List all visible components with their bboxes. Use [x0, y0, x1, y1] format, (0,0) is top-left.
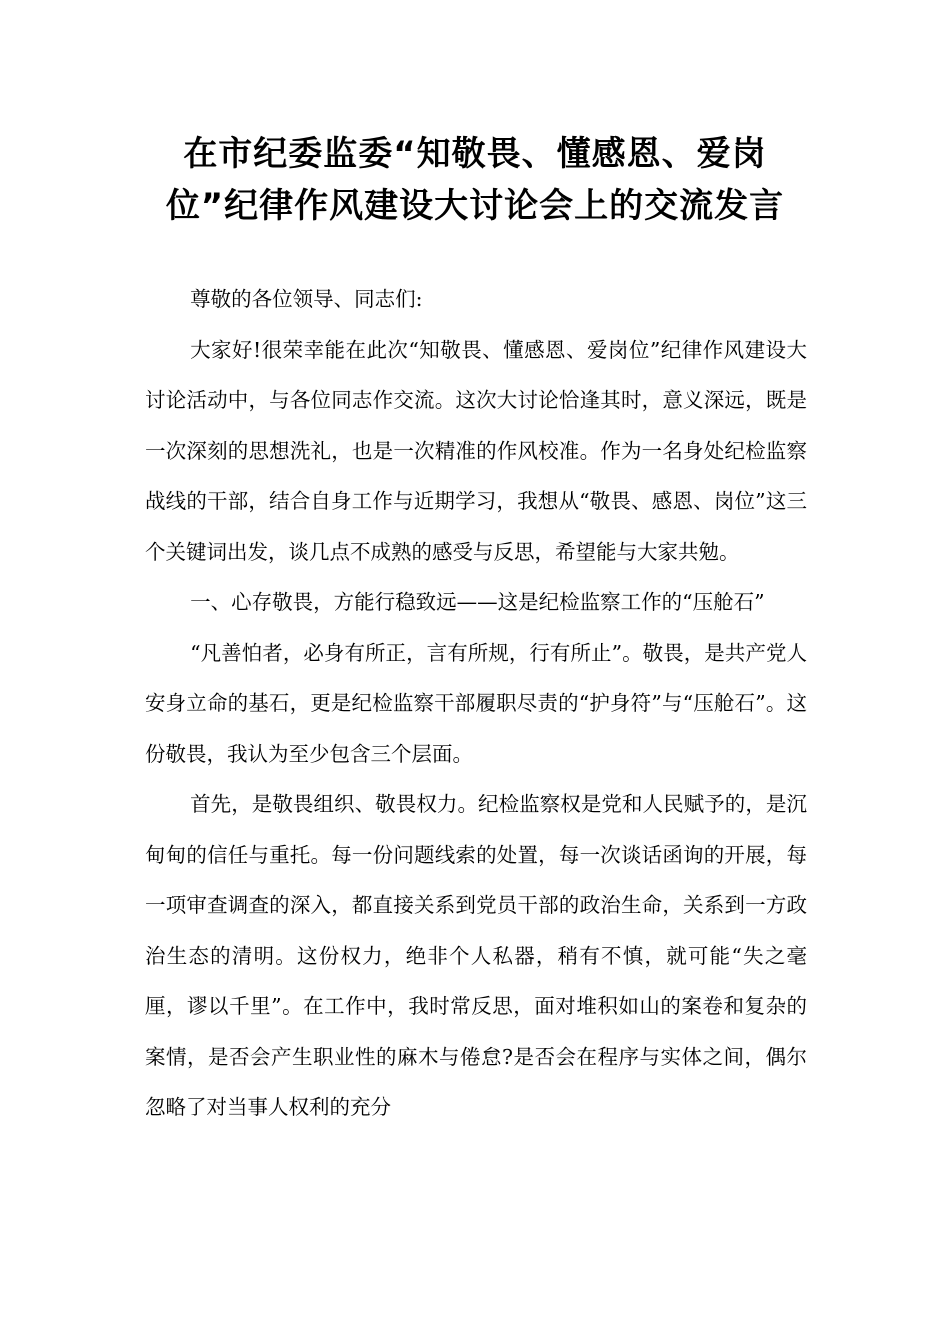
section-heading-1: 一、心存敬畏，方能行稳致远——这是纪检监察工作的“压舱石”: [190, 590, 765, 614]
paragraph-awe-quote: “凡善怕者，必身有所正，言有所规，行有所止”。敬畏，是共产党人安身立命的基石，更是纪检监察干部履职尽责的“护身符”与“压舱石”。这份敬畏，我认为至少包含三个层面。: [145, 640, 807, 766]
title-line-1: 在市纪委监委“知敬畏、懂感恩、爱岗: [183, 134, 767, 174]
title-line-2: 位”纪律作风建设大讨论会上的交流发言: [165, 186, 785, 226]
document-title: [100, 128, 850, 232]
document-body: [145, 274, 807, 1133]
salutation: 尊敬的各位领导、同志们:: [190, 287, 423, 311]
paragraph-intro: 大家好!很荣幸能在此次“知敬畏、懂感恩、爱岗位”纪律作风建设大讨论活动中，与各位同志作交流。这次大讨论恰逢其时，意义深远，既是一次深刻的思想洗礼，也是一次精准的作风校准。作为一名身处纪检监察战线的干部，结合自身工作与近期学习，我想从“敬畏、感恩、岗位”这三个关键词出发，谈几点不成熟的感受与反思，希望能与大家共勉。: [145, 337, 807, 564]
paragraph-awe-organization: 首先，是敬畏组织、敬畏权力。纪检监察权是党和人民赋予的，是沉甸甸的信任与重托。每一份问题线索的处置，每一次谈话函询的开展，每一项审查调查的深入，都直接关系到党员干部的政治生命，关系到一方政治生态的清明。这份权力，绝非个人私器，稍有不慎，就可能“失之毫厘，谬以千里”。在工作中，我时常反思，面对堆积如山的案卷和复杂的案情，是否会产生职业性的麻木与倦怠?是否会在程序与实体之间，偶尔忽略了对当事人权利的充分: [145, 792, 807, 1119]
